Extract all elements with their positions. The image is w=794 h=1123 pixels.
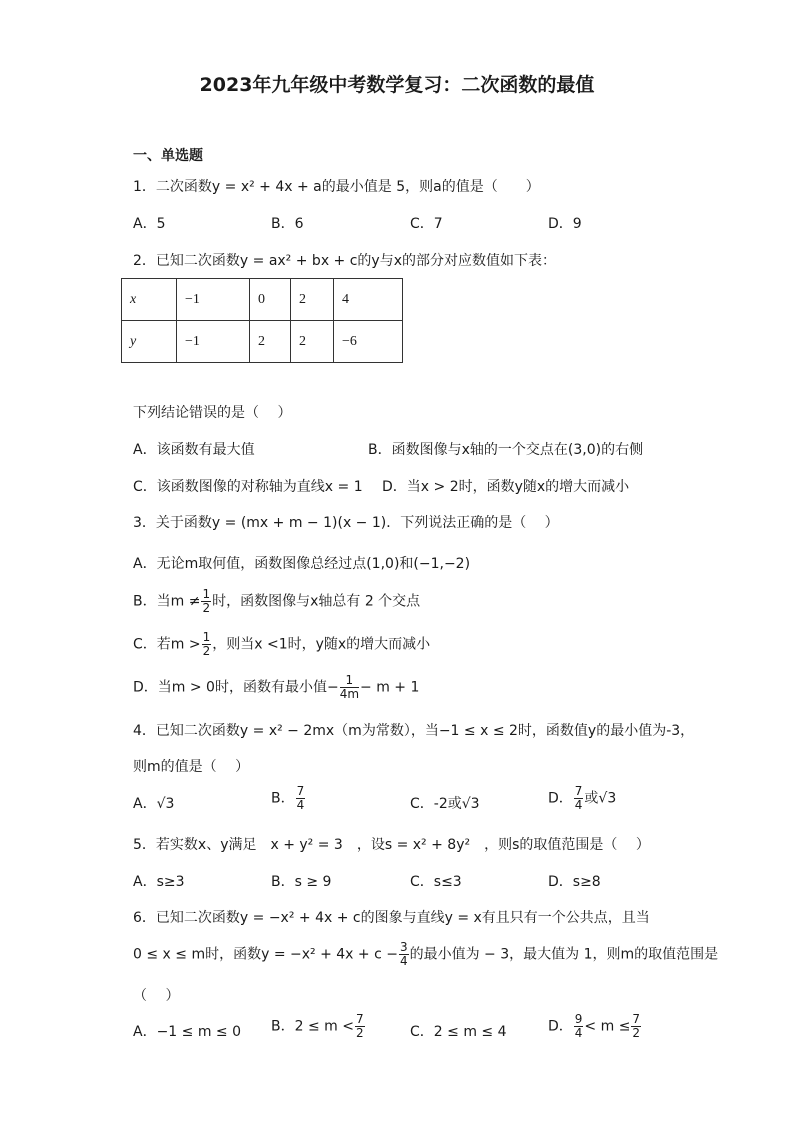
q2-option-c: C．该函数图像的对称轴为直线x = 1 (133, 479, 363, 495)
fraction: $\frac{7}{4}$ (574, 784, 583, 812)
q4-stem-cont: 则m的值是（ ） (133, 759, 250, 775)
q6-option-b: B．2 ≤ m < $\frac{7}{2}$ (271, 1012, 364, 1040)
fraction: $\frac{1}{2}$ (202, 630, 211, 658)
q2-option-d: D．当x > 2时，函数y随x的增大而减小 (382, 479, 630, 495)
q3-stem: 3．关于函数y = (mx + m − 1)(x − 1)．下列说法正确的是（ ） (133, 515, 559, 531)
table-cell: 2 (250, 321, 291, 363)
q2-option-a: A．该函数有最大值 (133, 442, 255, 458)
table-cell: 0 (250, 279, 291, 321)
fraction: $\frac{1}{4m}$ (339, 673, 360, 701)
page-title: 2023年九年级中考数学复习：二次函数的最值 (199, 74, 595, 96)
q1-stem: 1．二次函数y = x² + 4x + a的最小值是 5，则a的值是（ ） (133, 179, 540, 195)
fraction: $\frac{1}{2}$ (202, 587, 211, 615)
fraction: $\frac{7}{4}$ (296, 784, 305, 812)
fraction: $\frac{9}{4}$ (574, 1012, 583, 1040)
q6-option-a: A．−1 ≤ m ≤ 0 (133, 1024, 242, 1040)
table-cell: y (122, 321, 177, 363)
q2-question: 下列结论错误的是（ ） (133, 405, 292, 421)
q3-option-c: C．若m > $\frac{1}{2}$ ，则当x <1时，y随x的增大而减小 (133, 630, 431, 658)
q4-option-c: C．-2或√3 (410, 796, 480, 812)
q5-option-a: A．s≥3 (133, 874, 185, 890)
table-row (122, 279, 403, 321)
table-cell: x (122, 279, 177, 321)
q6-option-c: C．2 ≤ m ≤ 4 (410, 1024, 507, 1040)
q4-option-b: B． $\frac{7}{4}$ (271, 784, 305, 812)
q1-option-c: C．7 (410, 216, 443, 232)
table-cell: −1 (177, 279, 250, 321)
q2-stem: 2．已知二次函数y = ax² + bx + c的y与x的部分对应数值如下表： (133, 253, 556, 269)
q1-option-b: B．6 (271, 216, 304, 232)
q4-option-a: A．√3 (133, 796, 175, 812)
q2-option-b: B．函数图像与x轴的一个交点在(3,0)的右侧 (368, 442, 644, 458)
q6-stem-cont: 0 ≤ x ≤ m时，函数y = −x² + 4x + c − $\frac{3}{4}$ 的最小值为 − 3，最大值为 1，则m的取值范围是 (133, 940, 719, 968)
q4-option-d: D． $\frac{7}{4}$ 或√3 (548, 784, 617, 812)
q5-option-c: C．s≤3 (410, 874, 462, 890)
table-cell: 2 (291, 321, 334, 363)
q1-option-d: D．9 (548, 216, 582, 232)
q5-option-b: B．s ≥ 9 (271, 874, 332, 890)
table-cell: 2 (291, 279, 334, 321)
q6-stem-end: （ ） (133, 988, 180, 1004)
q3-option-b: B．当m ≠ $\frac{1}{2}$ 时，函数图像与x轴总有 2 个交点 (133, 587, 421, 615)
q3-option-a: A．无论m取何值，函数图像总经过点(1,0)和(−1,−2) (133, 556, 471, 572)
q1-option-a: A．5 (133, 216, 166, 232)
q3-option-d: D．当m > 0时，函数有最小值− $\frac{1}{4m}$ − m + 1 (133, 673, 420, 701)
table-cell: −6 (334, 321, 403, 363)
fraction: $\frac{3}{4}$ (399, 940, 408, 968)
table-row (122, 321, 403, 363)
fraction: $\frac{7}{2}$ (632, 1012, 641, 1040)
section-heading: 一、单选题 (133, 148, 203, 164)
q5-option-d: D．s≥8 (548, 874, 601, 890)
fraction: $\frac{7}{2}$ (355, 1012, 364, 1040)
table-cell: 4 (334, 279, 403, 321)
q5-stem: 5．若实数x、y满足 x + y² = 3 ，设s = x² + 8y² ，则s的取值范围是（ ） (133, 837, 650, 853)
value-table (121, 278, 403, 363)
q4-stem: 4．已知二次函数y = x² − 2mx（m为常数），当−1 ≤ x ≤ 2时，函数值y的最小值为-3， (133, 723, 695, 739)
q6-stem: 6．已知二次函数y = −x² + 4x + c的图象与直线y = x有且只有一个公共点，且当 (133, 910, 650, 926)
q6-option-d: D． $\frac{9}{4}$ < m ≤ $\frac{7}{2}$ (548, 1012, 641, 1040)
table-cell: −1 (177, 321, 250, 363)
